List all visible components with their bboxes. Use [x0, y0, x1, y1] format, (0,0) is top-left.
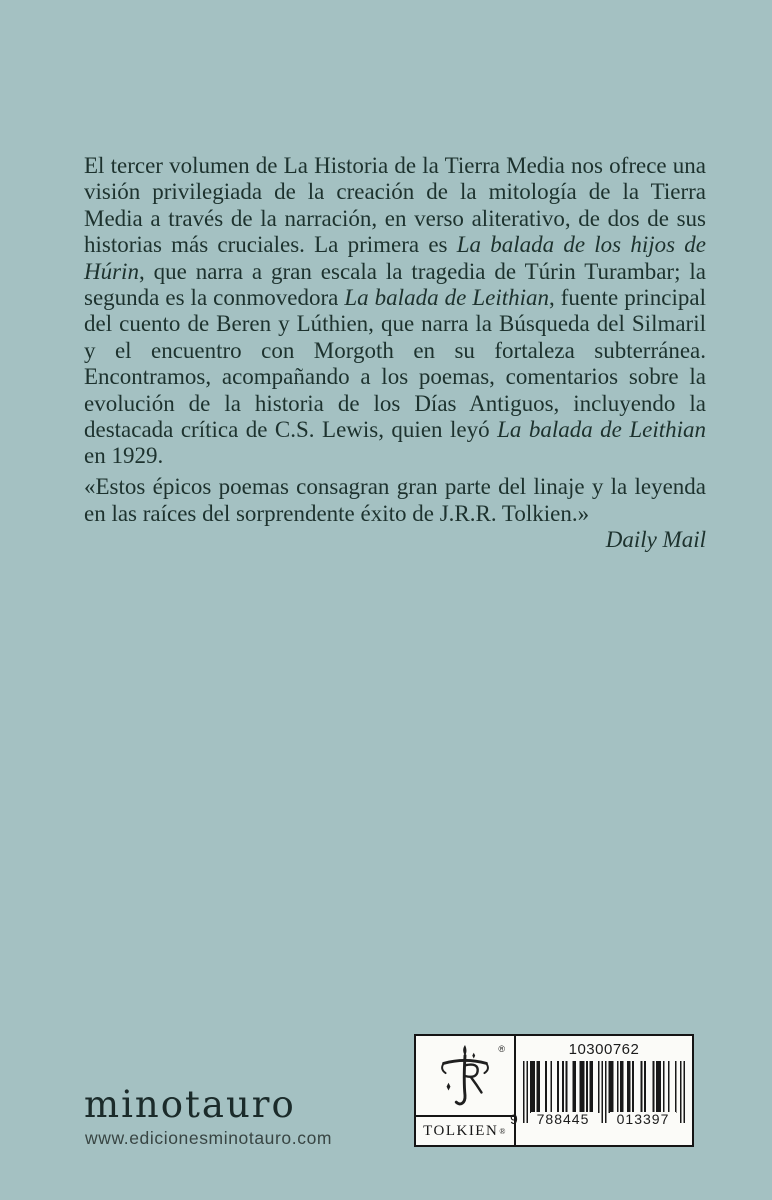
monogram-area	[416, 1036, 514, 1115]
publisher-website: www.edicionesminotauro.com	[85, 1128, 333, 1148]
ean-barcode	[510, 1061, 685, 1127]
jrr-tolkien-monogram-icon	[436, 1043, 494, 1109]
synopsis-paragraph: El tercer volumen de La Historia de la Tierra Media nos ofrece una visión privilegiada de la creación de la mitología de la Tierra Media a través de la narración, en verso aliterativo, de dos de sus historias más cruciales. La primera es La balada de los hijos de Húrin, que narra a gran escala la tragedia de Túrin Turambar; la segunda es la conmovedora La balada de Leithian, fuente principal del cuento de Beren y Lúthien, que narra la Búsqueda del Silmaril y el encuentro con Morgoth en su fortaleza subterránea. Encontramos, acompañando a los poemas, comentarios sobre la evolución de la historia de los Días Antiguos, incluyendo la destacada crítica de C.S. Lewis, quien leyó La balada de Leithian en 1929.	[84, 153, 707, 469]
barcode-cell	[510, 1036, 692, 1145]
isbn-digits-group2: 013397	[610, 1112, 676, 1126]
registered-trademark-symbol: ®	[499, 1126, 507, 1136]
brand-text: TOLKIEN	[423, 1122, 499, 1139]
product-code: 10300762	[568, 1041, 640, 1058]
registered-trademark-symbol: ®	[498, 1044, 505, 1054]
isbn-digits-group1: 788445	[531, 1112, 595, 1126]
review-source: Daily Mail	[605, 527, 706, 552]
isbn-digit-first: 9	[510, 1111, 519, 1127]
tolkien-brand-label	[416, 1115, 514, 1145]
isbn-barcode-box	[414, 1034, 694, 1147]
publisher-logo-text: minotauro	[84, 1083, 296, 1126]
tolkien-brand-cell	[416, 1036, 516, 1145]
review-quote: «Estos épicos poemas consagran gran parte del linaje y la leyenda en las raíces del sorprendente éxito de J.R.R. Tolkien.»	[84, 474, 706, 526]
